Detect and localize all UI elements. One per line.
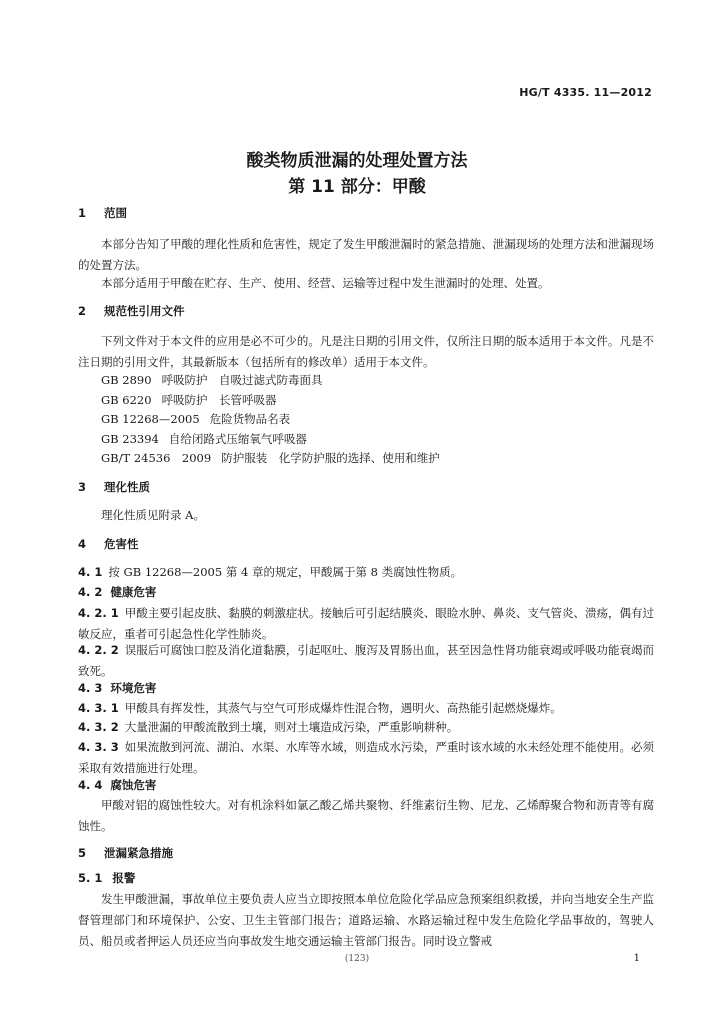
clause-4-2-2: 4. 2. 2 误服后可腐蚀口腔及消化道黏膜，引起呕吐、腹泻及胃肠出血，甚至因急性肾功能衰竭或呼吸功能衰竭而致死。 <box>78 643 654 678</box>
section-3-heading: 3 理化性质 <box>78 480 150 494</box>
reference-item: GB 12268—2005 危险货物品名表 <box>101 412 291 426</box>
clause-4-4-text: 甲酸对铝的腐蚀性较大。对有机涂料如氯乙酸乙烯共聚物、纤维素衍生物、尼龙、乙烯醇聚合物和沥青等有腐蚀性。 <box>78 798 654 833</box>
document-subtitle: 第 11 部分：甲酸 <box>288 177 426 197</box>
section-2-heading: 2 规范性引用文件 <box>78 304 185 318</box>
document-title: 酸类物质泄漏的处理处置方法 <box>246 151 468 171</box>
reference-item: GB 23394 自给闭路式压缩氧气呼吸器 <box>101 432 307 446</box>
section-2-paragraph-1: 下列文件对于本文件的应用是必不可少的。凡是注日期的引用文件，仅所注日期的版本适用于本文件。凡是不注日期的引用文件，其最新版本（包括所有的修改单）适用于本文件。 <box>78 334 654 369</box>
section-1-paragraph-1: 本部分告知了甲酸的理化性质和危害性，规定了发生甲酸泄漏时的紧急措施、泄漏现场的处理方法和泄漏现场的处置方法。 <box>78 237 654 272</box>
reference-item: GB 2890 呼吸防护 自吸过滤式防毒面具 <box>101 373 323 387</box>
footer-page-marker: (123) <box>344 954 370 964</box>
clause-4-4-heading: 4. 4 腐蚀危害 <box>78 778 157 792</box>
clause-4-1: 4. 1 按 GB 12268—2005 第 4 章的规定，甲酸属于第 8 类腐蚀性物质。 <box>78 565 463 579</box>
clause-4-3-1: 4. 3. 1 甲酸具有挥发性，其蒸气与空气可形成爆炸性混合物，遇明火、高热能引起燃烧爆炸。 <box>78 701 562 715</box>
section-1-heading: 1 范围 <box>78 206 127 220</box>
clause-4-2-heading: 4. 2 健康危害 <box>78 585 157 599</box>
standard-code: HG/T 4335. 11—2012 <box>519 86 652 99</box>
section-5-heading: 5 泄漏紧急措施 <box>78 846 173 860</box>
clause-4-3-3: 4. 3. 3 如果流散到河流、湖泊、水渠、水库等水域，则造成水污染，严重时该水域的水未经处理不能使用。必须采取有效措施进行处理。 <box>78 740 654 775</box>
clause-5-1-heading: 5. 1 报警 <box>78 871 136 885</box>
clause-4-3-2: 4. 3. 2 大量泄漏的甲酸流散到土壤，则对土壤造成污染，严重影响耕种。 <box>78 720 459 734</box>
section-1-paragraph-2: 本部分适用于甲酸在贮存、生产、使用、经营、运输等过程中发生泄漏时的处理、处置。 <box>101 276 550 290</box>
reference-item: GB 6220 呼吸防护 长管呼吸器 <box>101 393 277 407</box>
reference-item: GB/T 24536 2009 防护服装 化学防护服的选择、使用和维护 <box>101 451 440 465</box>
section-4-heading: 4 危害性 <box>78 537 139 551</box>
clause-4-3-heading: 4. 3 环境危害 <box>78 681 157 695</box>
section-3-paragraph-1: 理化性质见附录 A。 <box>101 508 205 522</box>
clause-4-2-1: 4. 2. 1 甲酸主要引起皮肤、黏膜的刺激症状。接触后可引起结膜炎、眼睑水肿、鼻炎、支气管炎、溃疡，偶有过敏反应，重者可引起急性化学性肺炎。 <box>78 606 654 641</box>
clause-5-1-text: 发生甲酸泄漏，事故单位主要负责人应当立即按照本单位危险化学品应急预案组织救援，并向当地安全生产监督管理部门和环境保护、公安、卫生主管部门报告；道路运输、水路运输过程中发生危险化学品事故的，驾驶人员、船员或者押运人员还应当向事故发生地交通运输主管部门报告。同时设立警戒 <box>78 892 654 948</box>
page-number: 1 <box>633 953 640 964</box>
